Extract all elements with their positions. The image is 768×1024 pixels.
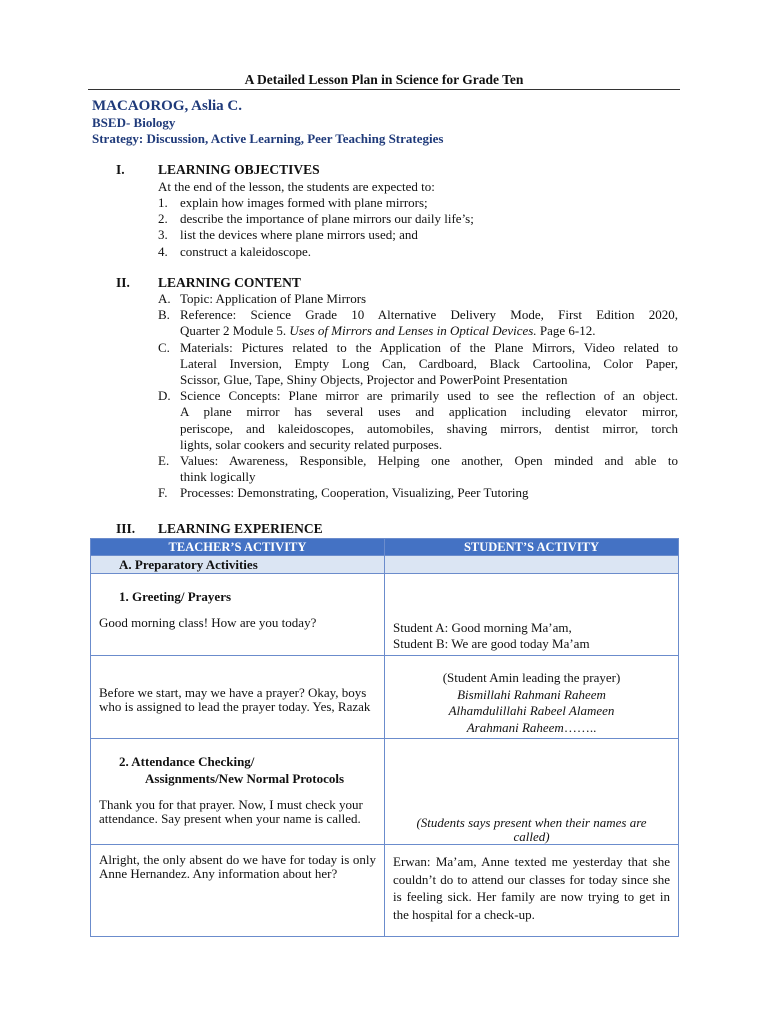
activity-table [90, 538, 679, 937]
list-item: 2. describe the importance of plane mirrors our daily life’s; [158, 211, 474, 227]
learning-content-list [158, 291, 678, 502]
attendance-teacher-text: Thank you for that prayer. Now, I must check your attendance. Say present when your name is called. [99, 797, 363, 826]
title-divider [88, 89, 680, 90]
author-name: MACAOROG, Aslia C. [92, 98, 242, 114]
attendance-heading: 2. Attendance Checking/ [119, 754, 255, 769]
section-title: LEARNING OBJECTIVES [158, 162, 320, 177]
teacher-activity-header: TEACHER’S ACTIVITY [91, 539, 385, 556]
table-row [91, 845, 679, 937]
content-science-concepts: D. Science Concepts: Plane mirror are primarily used to see the reflection of an object. A plane mirror has several uses and application including elevator mirror, periscope, and kaleidoscopes, automobiles, shaving mirrors, dentist mirror, torch lights, solar cookers and security related purposes. [158, 388, 678, 452]
prayer-line: Arahmani Raheem [466, 719, 564, 735]
student-activity-header: STUDENT’S ACTIVITY [385, 539, 679, 556]
program: BSED- Biology [92, 115, 176, 130]
greeting-student-b: Student B: We are good today Ma’am [393, 636, 590, 651]
prayer-line: Bismillahi Rahmani Raheem [457, 686, 606, 702]
section-number: III. [116, 521, 136, 536]
attendance-student-text: (Students says present when their names are called) [416, 815, 647, 844]
list-item: 1. explain how images formed with plane mirrors; [158, 195, 428, 210]
section-title: LEARNING EXPERIENCE [158, 521, 323, 536]
absent-teacher-text: Alright, the only absent do we have for today is only Anne Hernandez. Any information about her? [99, 852, 376, 881]
prayer-lead-text: (Student Amin leading the prayer) [442, 670, 621, 685]
preparatory-activities-label: A. Preparatory Activities [91, 556, 385, 574]
strategy: Strategy: Discussion, Active Learning, Peer Teaching Strategies [92, 131, 444, 146]
objectives-list [158, 195, 474, 260]
section-number: I. [116, 162, 125, 177]
greeting-heading: 1. Greeting/ Prayers [119, 589, 232, 604]
table-row [91, 556, 679, 574]
section-title: LEARNING CONTENT [158, 275, 301, 290]
content-processes: F. Processes: Demonstrating, Cooperation, Visualizing, Peer Tutoring [158, 485, 529, 501]
content-reference: B. Reference: Science Grade 10 Alternative Delivery Mode, First Edition 2020, Quarter 2 Module 5. Uses of Mirrors and Lenses in Optical Devices. Page 6-12. [158, 307, 678, 339]
prayer-teacher-text: Before we start, may we have a prayer? Okay, boys who is assigned to lead the prayer today. Yes, Razak [99, 685, 371, 714]
document-title: A Detailed Lesson Plan in Science for Grade Ten [244, 72, 524, 87]
table-header-row [91, 539, 679, 556]
objectives-intro: At the end of the lesson, the students are expected to: [158, 179, 435, 194]
list-item: 3. list the devices where plane mirrors used; and [158, 227, 418, 243]
section-experience-heading [116, 521, 323, 537]
section-objectives-heading [116, 162, 320, 178]
list-item: 4. construct a kaleidoscope. [158, 243, 312, 259]
table-row [91, 739, 679, 845]
greeting-student-a: Student A: Good morning Ma’am, [393, 620, 572, 635]
section-number: II. [116, 275, 130, 290]
prayer-line: Alhamdulillahi Rabeel Alameen [448, 703, 615, 718]
content-materials: C. Materials: Pictures related to the Application of the Plane Mirrors, Video related to Lateral Inversion, Empty Long Can, Cardboard, Black Cartoolina, Color Paper, Scissor, Glue, Tape, Shiny Objects, Projector and PowerPoint Presentation [158, 339, 678, 388]
absent-student-text: Erwan: Ma’am, Anne texted me yesterday that she couldn’t do to attend our classes for today since she is feeling sick. Her family are now trying to get in the hospital for a check-up. [393, 854, 670, 922]
author-block [92, 97, 443, 147]
table-row [91, 574, 679, 656]
attendance-heading-2: Assignments/New Normal Protocols [145, 771, 345, 786]
section-content-heading [116, 275, 301, 291]
content-topic: A. Topic: Application of Plane Mirrors [158, 291, 367, 306]
content-values: E. Values: Awareness, Responsible, Helping one another, Open minded and able to think logically [158, 453, 678, 485]
greeting-teacher-text: Good morning class! How are you today? [99, 615, 317, 630]
table-row: Before we start, may we have a prayer? Okay, boys who is assigned to lead the prayer today. Yes, Razak (Student Amin leading the prayer) Bismillahi Rahmani Raheem Alhamdulillahi Rabeel Alameen Arahmani Raheem…….. [91, 656, 679, 739]
